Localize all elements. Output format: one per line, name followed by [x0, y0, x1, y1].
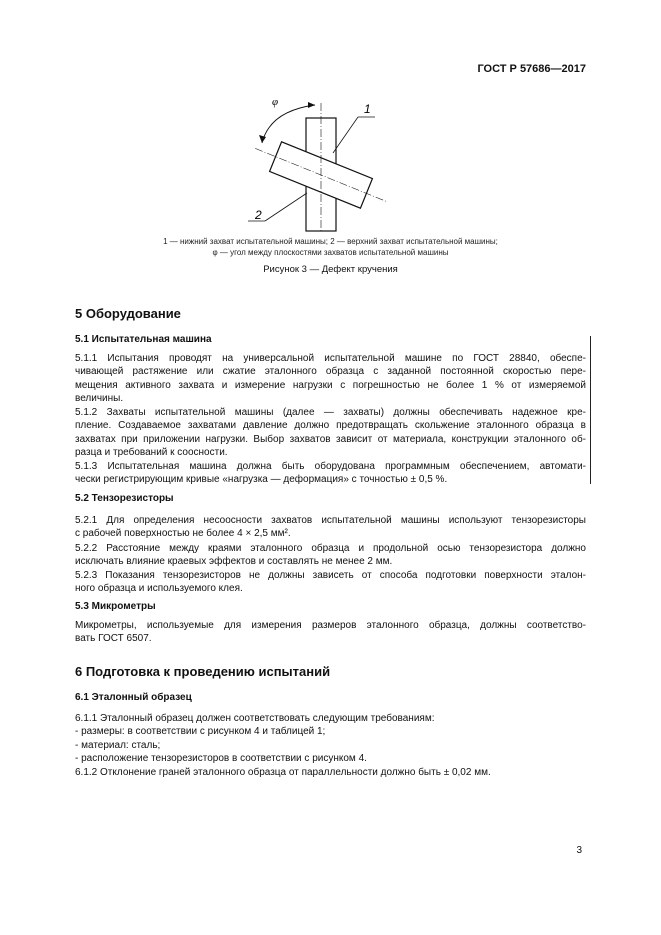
figure-label-1: 1 — [364, 102, 371, 116]
angle-arc — [262, 105, 315, 143]
text-line: 5.1.2 Захваты испытательной машины (далее — захваты) должны обеспечивать надежное кре- — [75, 407, 586, 418]
text-line: с рабочей поверхностью не более 4 × 2,5 мм². — [75, 528, 291, 540]
text-line: вать ГОСТ 6507. — [75, 633, 152, 645]
para-6-1 — [75, 712, 586, 779]
para-5-2-2 — [75, 542, 586, 569]
text-line: ного образца и используемого клея. — [75, 583, 243, 595]
page-number: 3 — [576, 845, 582, 856]
standard-id: ГОСТ Р 57686—2017 — [477, 63, 586, 75]
para-5-1-2 — [75, 406, 586, 460]
section-5-title: 5 Оборудование — [75, 306, 181, 321]
text-line: 5.2.3 Показания тензорезисторов не должны зависеть от способа подготовки поверхности эталон- — [75, 570, 586, 581]
text-line: мещения активного захвата и измерение нагрузки с погрешностью не более 1 % от измеряемой — [75, 379, 586, 391]
torsion-defect-figure — [230, 93, 400, 233]
text-line: - материал: сталь; — [75, 739, 161, 751]
figure-label-2: 2 — [255, 208, 262, 222]
text-line: чивающей растяжение или сжатие эталонного образца с заданной постоянной скоростью пере- — [75, 366, 586, 378]
para-5-3 — [75, 619, 586, 646]
text-line: величины. — [75, 393, 124, 405]
para-5-2-1 — [75, 514, 586, 541]
para-5-1-3 — [75, 460, 586, 487]
text-line: пление. Создаваемое захватами давление должно предотвращать скольжение эталонного образца в — [75, 420, 586, 432]
para-5-1-1 — [75, 352, 586, 406]
text-line: 6.1.2 Отклонение граней эталонного образца от параллельности должно быть ± 0,02 мм. — [75, 766, 491, 778]
section-6-1-title: 6.1 Эталонный образец — [75, 692, 192, 703]
figure-legend-line-2: φ — угол между плоскостями захватов испытательной машины — [212, 248, 449, 257]
text-line: разца и требований к соосности. — [75, 447, 228, 459]
text-line: 5.2.2 Расстояние между краями эталонного образца и продольной осью тензорезистора должно — [75, 543, 586, 554]
text-line: исключать влияние краевых эффектов и составлять не менее 2 мм. — [75, 556, 393, 568]
text-line: - размеры: в соответствии с рисунком 4 и таблицей 1; — [75, 726, 326, 738]
text-line: 5.2.1 Для определения несоосности захватов испытательной машины используют тензорезисторы — [75, 515, 586, 526]
text-line: захватах при приложении нагрузки. Выбор захватов зависит от материала, конструкции эталонного об- — [75, 433, 586, 445]
change-bar — [590, 336, 591, 484]
text-line: 5.1.1 Испытания проводят на универсальной испытательной машине по ГОСТ 28840, обеспе- — [75, 353, 586, 364]
text-line: - расположение тензорезисторов в соответствии с рисунком 4. — [75, 753, 367, 765]
figure-label-phi: φ — [272, 96, 279, 108]
text-line: 6.1.1 Эталонный образец должен соответствовать следующим требованиям: — [75, 713, 435, 724]
text-line: Микрометры, используемые для измерения размеров эталонного образца, должны соответство- — [75, 620, 586, 631]
figure-legend-line-1: 1 — нижний захват испытательной машины; 2 — верхний захват испытательной машины; — [163, 237, 498, 246]
section-5-2-title: 5.2 Тензорезисторы — [75, 493, 174, 504]
text-line: чески регистрирующим кривые «нагрузка — деформация» с точностью ± 0,5 %. — [75, 474, 448, 486]
section-6-title: 6 Подготовка к проведению испытаний — [75, 664, 331, 679]
figure-caption: Рисунок 3 — Дефект кручения — [263, 264, 398, 275]
text-line: 5.1.3 Испытательная машина должна быть оборудована программным обеспечением, автомати- — [75, 461, 586, 472]
para-5-2-3 — [75, 569, 586, 596]
section-5-1-title: 5.1 Испытательная машина — [75, 334, 212, 345]
section-5-3-title: 5.3 Микрометры — [75, 601, 156, 612]
